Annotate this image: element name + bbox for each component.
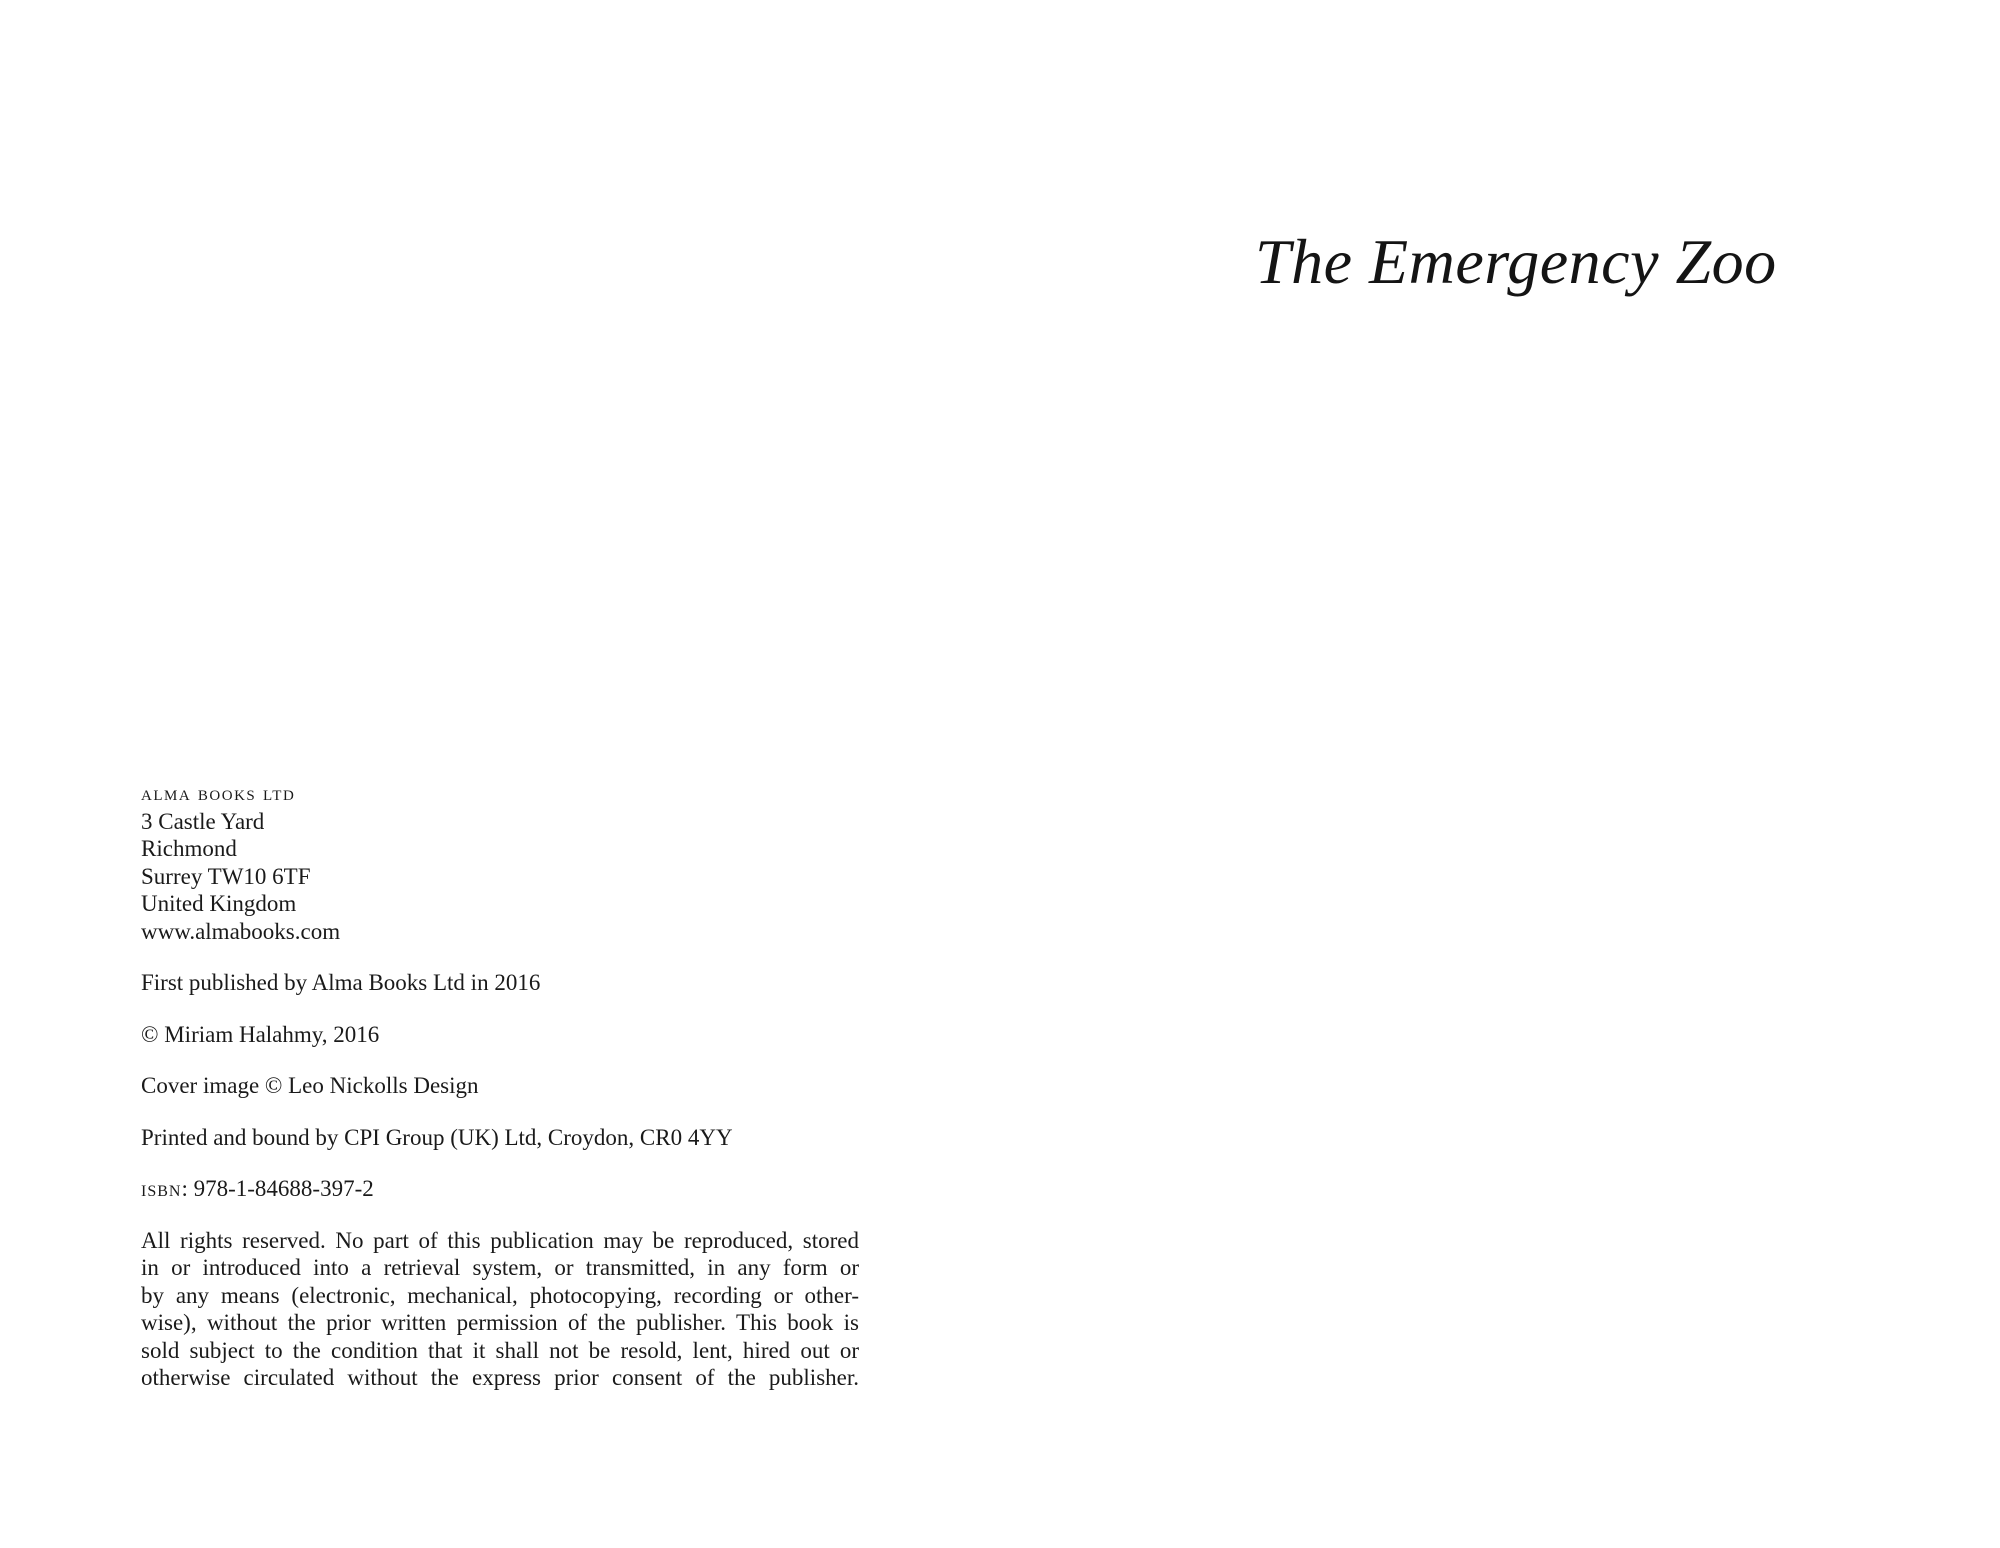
imprint-page: [141, 780, 871, 1392]
rights-line: otherwise circulated without the express prior consent of the publisher.: [141, 1365, 859, 1390]
rights-line: sold subject to the condition that it shall not be resold, lent, hired out or: [141, 1337, 859, 1363]
isbn-line: [141, 1175, 871, 1203]
address-line: Richmond: [141, 836, 237, 861]
rights-reserved-notice: [141, 1227, 859, 1392]
rights-line: in or introduced into a retrieval system, or transmitted, in any form or: [141, 1255, 859, 1280]
address-line: Surrey TW10 6TF: [141, 863, 311, 889]
printer-credit: Printed and bound by CPI Group (UK) Ltd, Croydon, CR0 4YY: [141, 1124, 733, 1150]
first-published-notice: First published by Alma Books Ltd in 2016: [141, 970, 541, 995]
copyright-notice: © Miriam Halahmy, 2016: [141, 1021, 380, 1047]
book-title: The Emergency Zoo: [1255, 226, 1777, 297]
publisher-address: [141, 780, 871, 945]
publisher-name: alma books ltd: [141, 781, 296, 805]
cover-credit: Cover image © Leo Nickolls Design: [141, 1073, 479, 1098]
isbn-label: isbn: [141, 1176, 182, 1201]
publisher-website: www.almabooks.com: [141, 918, 341, 944]
address-line: United Kingdom: [141, 891, 297, 916]
rights-line: All rights reserved. No part of this publication may be reproduced, stored: [141, 1227, 859, 1253]
address-line: 3 Castle Yard: [141, 808, 265, 834]
isbn-number: : 978-1-84688-397-2: [181, 1176, 374, 1201]
rights-line: wise), without the prior written permission of the publisher. This book is: [141, 1310, 859, 1335]
rights-line: by any means (electronic, mechanical, photocopying, recording or other-: [141, 1282, 859, 1308]
